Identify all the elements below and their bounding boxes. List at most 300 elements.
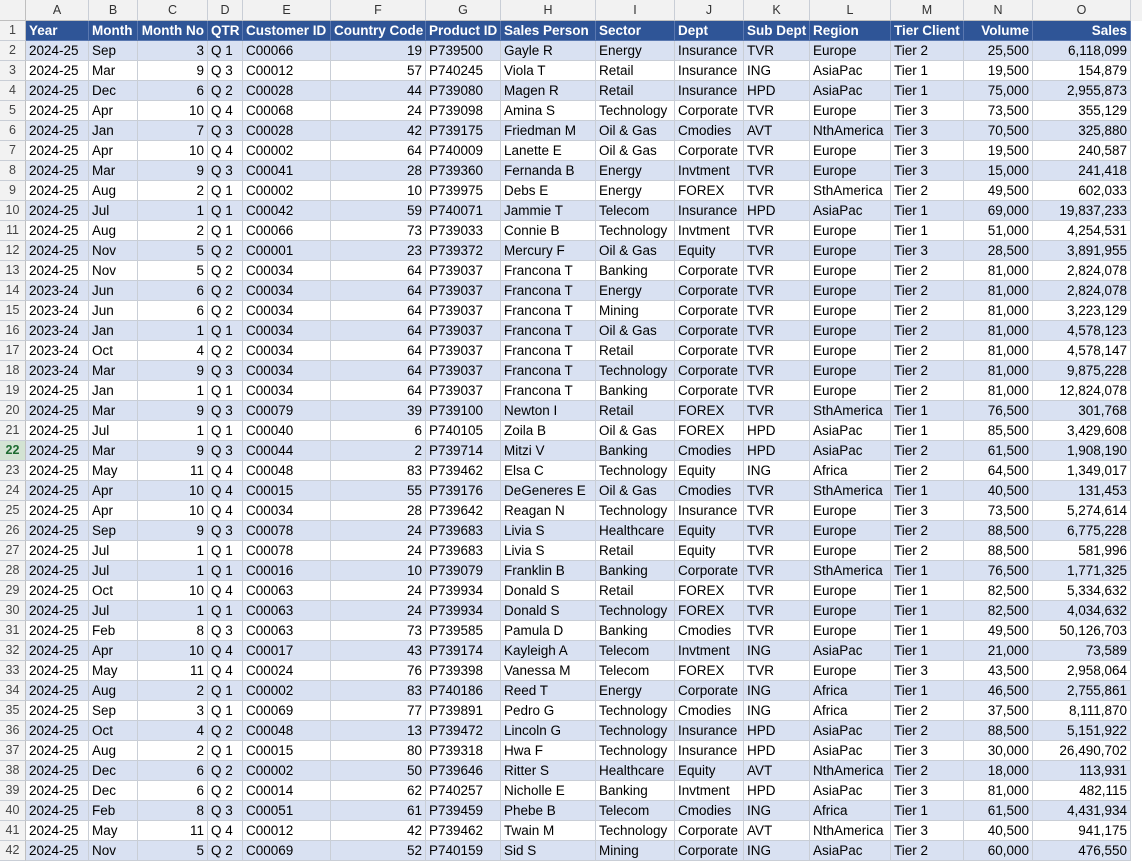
cell-volume[interactable]: 49,500 — [964, 181, 1033, 201]
cell-month-no[interactable]: 5 — [138, 261, 208, 281]
cell-sales[interactable]: 241,418 — [1033, 161, 1131, 181]
cell-sales[interactable]: 26,490,702 — [1033, 741, 1131, 761]
cell-product-id[interactable]: P739462 — [426, 821, 501, 841]
cell-qtr[interactable]: Q 1 — [208, 181, 243, 201]
cell-year[interactable]: 2024-25 — [26, 421, 89, 441]
cell-tier-client[interactable]: Tier 3 — [891, 241, 964, 261]
cell-volume[interactable]: 82,500 — [964, 601, 1033, 621]
cell-sales-person[interactable]: Fernanda B — [501, 161, 596, 181]
row-number[interactable]: 39 — [0, 781, 26, 801]
cell-year[interactable]: 2024-25 — [26, 441, 89, 461]
cell-customer-id[interactable]: C00034 — [243, 501, 331, 521]
cell-volume[interactable]: 64,500 — [964, 461, 1033, 481]
cell-sector[interactable]: Banking — [596, 561, 675, 581]
cell-month[interactable]: Aug — [89, 221, 138, 241]
cell-volume[interactable]: 69,000 — [964, 201, 1033, 221]
cell-product-id[interactable]: P739100 — [426, 401, 501, 421]
cell-customer-id[interactable]: C00028 — [243, 121, 331, 141]
cell-sub-dept[interactable]: TVR — [744, 581, 810, 601]
cell-sub-dept[interactable]: TVR — [744, 561, 810, 581]
cell-tier-client[interactable]: Tier 3 — [891, 821, 964, 841]
cell-country-code[interactable]: 6 — [331, 421, 426, 441]
cell-sales[interactable]: 355,129 — [1033, 101, 1131, 121]
cell-tier-client[interactable]: Tier 2 — [891, 761, 964, 781]
cell-qtr[interactable]: Q 1 — [208, 221, 243, 241]
cell-dept[interactable]: Cmodies — [675, 481, 744, 501]
cell-sales[interactable]: 8,111,870 — [1033, 701, 1131, 721]
cell-sales-person[interactable]: Jammie T — [501, 201, 596, 221]
cell-product-id[interactable]: P739037 — [426, 281, 501, 301]
cell-customer-id[interactable]: C00069 — [243, 701, 331, 721]
cell-sub-dept[interactable]: TVR — [744, 481, 810, 501]
cell-dept[interactable]: Equity — [675, 761, 744, 781]
row-number[interactable]: 22 — [0, 441, 26, 461]
cell-sales[interactable]: 154,879 — [1033, 61, 1131, 81]
row-number[interactable]: 11 — [0, 221, 26, 241]
cell-country-code[interactable]: 76 — [331, 661, 426, 681]
cell-tier-client[interactable]: Tier 2 — [891, 281, 964, 301]
cell-tier-client[interactable]: Tier 3 — [891, 101, 964, 121]
cell-country-code[interactable]: 24 — [331, 101, 426, 121]
cell-tier-client[interactable]: Tier 1 — [891, 681, 964, 701]
cell-sector[interactable]: Energy — [596, 161, 675, 181]
cell-month[interactable]: Jan — [89, 381, 138, 401]
cell-customer-id[interactable]: C00034 — [243, 301, 331, 321]
cell-year[interactable]: 2024-25 — [26, 261, 89, 281]
cell-country-code[interactable]: 28 — [331, 161, 426, 181]
column-header-l[interactable]: L — [810, 0, 891, 21]
cell-customer-id[interactable]: C00066 — [243, 221, 331, 241]
cell-month-no[interactable]: 8 — [138, 621, 208, 641]
cell-region[interactable]: Europe — [810, 381, 891, 401]
row-number[interactable]: 2 — [0, 41, 26, 61]
cell-country-code[interactable]: 64 — [331, 281, 426, 301]
cell-region[interactable]: AsiaPac — [810, 421, 891, 441]
row-number[interactable]: 27 — [0, 541, 26, 561]
cell-sales[interactable]: 482,115 — [1033, 781, 1131, 801]
cell-qtr[interactable]: Q 2 — [208, 341, 243, 361]
cell-sales[interactable]: 2,955,873 — [1033, 81, 1131, 101]
cell-month-no[interactable]: 10 — [138, 641, 208, 661]
cell-dept[interactable]: Corporate — [675, 381, 744, 401]
cell-product-id[interactable]: P739459 — [426, 801, 501, 821]
column-header-j[interactable]: J — [675, 0, 744, 21]
cell-sales[interactable]: 602,033 — [1033, 181, 1131, 201]
cell-year[interactable]: 2024-25 — [26, 241, 89, 261]
cell-tier-client[interactable]: Tier 2 — [891, 361, 964, 381]
cell-sales[interactable]: 3,223,129 — [1033, 301, 1131, 321]
cell-customer-id[interactable]: C00034 — [243, 361, 331, 381]
cell-month-no[interactable]: 2 — [138, 181, 208, 201]
cell-customer-id[interactable]: C00015 — [243, 481, 331, 501]
cell-month-no[interactable]: 6 — [138, 81, 208, 101]
cell-sub-dept[interactable]: TVR — [744, 361, 810, 381]
cell-country-code[interactable]: 10 — [331, 181, 426, 201]
cell-volume[interactable]: 60,000 — [964, 841, 1033, 861]
cell-year[interactable]: 2024-25 — [26, 841, 89, 861]
cell-sales-person[interactable]: Sid S — [501, 841, 596, 861]
cell-month[interactable]: Feb — [89, 801, 138, 821]
cell-customer-id[interactable]: C00068 — [243, 101, 331, 121]
cell-sales[interactable]: 240,587 — [1033, 141, 1131, 161]
row-number[interactable]: 12 — [0, 241, 26, 261]
cell-volume[interactable]: 43,500 — [964, 661, 1033, 681]
cell-sub-dept[interactable]: TVR — [744, 341, 810, 361]
cell-sales-person[interactable]: Zoila B — [501, 421, 596, 441]
cell-month-no[interactable]: 2 — [138, 221, 208, 241]
cell-product-id[interactable]: P740186 — [426, 681, 501, 701]
cell-month-no[interactable]: 5 — [138, 841, 208, 861]
cell-sales[interactable]: 1,771,325 — [1033, 561, 1131, 581]
row-number[interactable]: 28 — [0, 561, 26, 581]
row-number[interactable]: 32 — [0, 641, 26, 661]
cell-qtr[interactable]: Q 1 — [208, 381, 243, 401]
cell-region[interactable]: Europe — [810, 661, 891, 681]
cell-volume[interactable]: 81,000 — [964, 281, 1033, 301]
cell-month-no[interactable]: 11 — [138, 821, 208, 841]
cell-year[interactable]: 2024-25 — [26, 141, 89, 161]
cell-country-code[interactable]: 42 — [331, 121, 426, 141]
cell-product-id[interactable]: P739891 — [426, 701, 501, 721]
cell-tier-client[interactable]: Tier 2 — [891, 521, 964, 541]
cell-year[interactable]: 2024-25 — [26, 741, 89, 761]
cell-qtr[interactable]: Q 2 — [208, 241, 243, 261]
cell-country-code[interactable]: 64 — [331, 361, 426, 381]
cell-tier-client[interactable]: Tier 1 — [891, 581, 964, 601]
cell-month[interactable]: Jul — [89, 541, 138, 561]
cell-month-no[interactable]: 8 — [138, 801, 208, 821]
cell-year[interactable]: 2024-25 — [26, 521, 89, 541]
header-cell-dept[interactable]: Dept — [675, 21, 744, 41]
cell-month-no[interactable]: 1 — [138, 601, 208, 621]
cell-country-code[interactable]: 64 — [331, 261, 426, 281]
cell-sales[interactable]: 6,118,099 — [1033, 41, 1131, 61]
cell-customer-id[interactable]: C00063 — [243, 601, 331, 621]
cell-volume[interactable]: 75,000 — [964, 81, 1033, 101]
cell-qtr[interactable]: Q 3 — [208, 121, 243, 141]
cell-sales-person[interactable]: Viola T — [501, 61, 596, 81]
cell-sector[interactable]: Mining — [596, 841, 675, 861]
cell-dept[interactable]: FOREX — [675, 581, 744, 601]
cell-dept[interactable]: Invtment — [675, 161, 744, 181]
cell-region[interactable]: Europe — [810, 301, 891, 321]
select-all-corner[interactable] — [0, 0, 26, 21]
cell-qtr[interactable]: Q 3 — [208, 161, 243, 181]
cell-dept[interactable]: Insurance — [675, 41, 744, 61]
cell-region[interactable]: Europe — [810, 221, 891, 241]
cell-customer-id[interactable]: C00042 — [243, 201, 331, 221]
cell-dept[interactable]: FOREX — [675, 601, 744, 621]
row-number[interactable]: 15 — [0, 301, 26, 321]
cell-dept[interactable]: FOREX — [675, 401, 744, 421]
cell-region[interactable]: Europe — [810, 521, 891, 541]
column-header-k[interactable]: K — [744, 0, 810, 21]
cell-tier-client[interactable]: Tier 3 — [891, 121, 964, 141]
cell-sales-person[interactable]: Reagan N — [501, 501, 596, 521]
cell-dept[interactable]: Cmodies — [675, 621, 744, 641]
cell-month[interactable]: Sep — [89, 521, 138, 541]
cell-sales-person[interactable]: Donald S — [501, 581, 596, 601]
cell-customer-id[interactable]: C00015 — [243, 741, 331, 761]
cell-sector[interactable]: Telecom — [596, 201, 675, 221]
cell-sector[interactable]: Technology — [596, 721, 675, 741]
cell-qtr[interactable]: Q 4 — [208, 481, 243, 501]
row-number[interactable]: 26 — [0, 521, 26, 541]
header-cell-sub-dept[interactable]: Sub Dept — [744, 21, 810, 41]
cell-tier-client[interactable]: Tier 1 — [891, 621, 964, 641]
cell-sales[interactable]: 9,875,228 — [1033, 361, 1131, 381]
row-number[interactable]: 18 — [0, 361, 26, 381]
column-header-e[interactable]: E — [243, 0, 331, 21]
cell-sales[interactable]: 12,824,078 — [1033, 381, 1131, 401]
cell-volume[interactable]: 81,000 — [964, 301, 1033, 321]
cell-year[interactable]: 2024-25 — [26, 781, 89, 801]
cell-sub-dept[interactable]: TVR — [744, 321, 810, 341]
cell-month[interactable]: Aug — [89, 741, 138, 761]
cell-month[interactable]: Apr — [89, 501, 138, 521]
cell-year[interactable]: 2024-25 — [26, 501, 89, 521]
cell-qtr[interactable]: Q 1 — [208, 201, 243, 221]
row-number[interactable]: 36 — [0, 721, 26, 741]
cell-qtr[interactable]: Q 1 — [208, 681, 243, 701]
cell-month[interactable]: Sep — [89, 41, 138, 61]
cell-country-code[interactable]: 52 — [331, 841, 426, 861]
cell-product-id[interactable]: P739646 — [426, 761, 501, 781]
cell-year[interactable]: 2024-25 — [26, 561, 89, 581]
cell-customer-id[interactable]: C00063 — [243, 621, 331, 641]
cell-month-no[interactable]: 10 — [138, 501, 208, 521]
cell-product-id[interactable]: P740071 — [426, 201, 501, 221]
cell-country-code[interactable]: 23 — [331, 241, 426, 261]
row-number[interactable]: 9 — [0, 181, 26, 201]
cell-sales[interactable]: 50,126,703 — [1033, 621, 1131, 641]
cell-country-code[interactable]: 83 — [331, 681, 426, 701]
cell-country-code[interactable]: 62 — [331, 781, 426, 801]
cell-tier-client[interactable]: Tier 1 — [891, 81, 964, 101]
cell-volume[interactable]: 40,500 — [964, 821, 1033, 841]
cell-country-code[interactable]: 13 — [331, 721, 426, 741]
cell-year[interactable]: 2024-25 — [26, 661, 89, 681]
cell-dept[interactable]: Equity — [675, 521, 744, 541]
cell-country-code[interactable]: 77 — [331, 701, 426, 721]
cell-sector[interactable]: Retail — [596, 581, 675, 601]
cell-month-no[interactable]: 1 — [138, 201, 208, 221]
cell-customer-id[interactable]: C00078 — [243, 521, 331, 541]
cell-product-id[interactable]: P739714 — [426, 441, 501, 461]
cell-sector[interactable]: Technology — [596, 461, 675, 481]
cell-dept[interactable]: Corporate — [675, 301, 744, 321]
cell-tier-client[interactable]: Tier 2 — [891, 721, 964, 741]
column-header-n[interactable]: N — [964, 0, 1033, 21]
cell-dept[interactable]: FOREX — [675, 661, 744, 681]
cell-region[interactable]: NthAmerica — [810, 821, 891, 841]
cell-month-no[interactable]: 9 — [138, 161, 208, 181]
cell-dept[interactable]: Corporate — [675, 361, 744, 381]
cell-country-code[interactable]: 55 — [331, 481, 426, 501]
cell-sales[interactable]: 6,775,228 — [1033, 521, 1131, 541]
cell-year[interactable]: 2024-25 — [26, 101, 89, 121]
cell-sales-person[interactable]: Mitzi V — [501, 441, 596, 461]
cell-month[interactable]: Oct — [89, 341, 138, 361]
cell-year[interactable]: 2024-25 — [26, 401, 89, 421]
cell-customer-id[interactable]: C00048 — [243, 461, 331, 481]
header-cell-sales[interactable]: Sales — [1033, 21, 1131, 41]
cell-month[interactable]: May — [89, 461, 138, 481]
cell-month-no[interactable]: 2 — [138, 681, 208, 701]
row-number[interactable]: 17 — [0, 341, 26, 361]
cell-sector[interactable]: Mining — [596, 301, 675, 321]
cell-volume[interactable]: 18,000 — [964, 761, 1033, 781]
cell-year[interactable]: 2024-25 — [26, 61, 89, 81]
cell-dept[interactable]: Insurance — [675, 741, 744, 761]
cell-sector[interactable]: Technology — [596, 101, 675, 121]
column-header-g[interactable]: G — [426, 0, 501, 21]
cell-sector[interactable]: Banking — [596, 261, 675, 281]
cell-country-code[interactable]: 24 — [331, 581, 426, 601]
cell-product-id[interactable]: P739975 — [426, 181, 501, 201]
cell-sales-person[interactable]: Pamula D — [501, 621, 596, 641]
cell-tier-client[interactable]: Tier 2 — [891, 461, 964, 481]
cell-qtr[interactable]: Q 3 — [208, 441, 243, 461]
cell-product-id[interactable]: P739360 — [426, 161, 501, 181]
cell-volume[interactable]: 88,500 — [964, 721, 1033, 741]
cell-sales-person[interactable]: Friedman M — [501, 121, 596, 141]
cell-country-code[interactable]: 59 — [331, 201, 426, 221]
row-number[interactable]: 20 — [0, 401, 26, 421]
cell-dept[interactable]: Corporate — [675, 321, 744, 341]
cell-month-no[interactable]: 4 — [138, 721, 208, 741]
cell-month[interactable]: Apr — [89, 141, 138, 161]
cell-sales[interactable]: 4,431,934 — [1033, 801, 1131, 821]
cell-sector[interactable]: Oil & Gas — [596, 421, 675, 441]
cell-customer-id[interactable]: C00012 — [243, 61, 331, 81]
cell-tier-client[interactable]: Tier 2 — [891, 841, 964, 861]
cell-qtr[interactable]: Q 2 — [208, 781, 243, 801]
cell-tier-client[interactable]: Tier 2 — [891, 261, 964, 281]
cell-sales[interactable]: 2,824,078 — [1033, 261, 1131, 281]
cell-customer-id[interactable]: C00001 — [243, 241, 331, 261]
cell-year[interactable]: 2023-24 — [26, 341, 89, 361]
cell-customer-id[interactable]: C00079 — [243, 401, 331, 421]
row-number[interactable]: 10 — [0, 201, 26, 221]
cell-month[interactable]: Aug — [89, 181, 138, 201]
column-header-b[interactable]: B — [89, 0, 138, 21]
cell-volume[interactable]: 76,500 — [964, 401, 1033, 421]
cell-month[interactable]: Jun — [89, 281, 138, 301]
cell-sector[interactable]: Telecom — [596, 641, 675, 661]
cell-tier-client[interactable]: Tier 2 — [891, 301, 964, 321]
cell-country-code[interactable]: 44 — [331, 81, 426, 101]
cell-volume[interactable]: 81,000 — [964, 381, 1033, 401]
cell-month-no[interactable]: 6 — [138, 301, 208, 321]
header-cell-month-no[interactable]: Month No — [138, 21, 208, 41]
cell-country-code[interactable]: 19 — [331, 41, 426, 61]
cell-customer-id[interactable]: C00041 — [243, 161, 331, 181]
cell-region[interactable]: AsiaPac — [810, 741, 891, 761]
header-cell-region[interactable]: Region — [810, 21, 891, 41]
cell-month-no[interactable]: 1 — [138, 381, 208, 401]
row-number[interactable]: 3 — [0, 61, 26, 81]
cell-sales-person[interactable]: DeGeneres E — [501, 481, 596, 501]
cell-region[interactable]: NthAmerica — [810, 761, 891, 781]
cell-sales-person[interactable]: Phebe B — [501, 801, 596, 821]
cell-sub-dept[interactable]: TVR — [744, 41, 810, 61]
cell-region[interactable]: Africa — [810, 801, 891, 821]
cell-sales-person[interactable]: Ritter S — [501, 761, 596, 781]
cell-sales[interactable]: 581,996 — [1033, 541, 1131, 561]
cell-month[interactable]: Oct — [89, 721, 138, 741]
row-number[interactable]: 23 — [0, 461, 26, 481]
row-number[interactable]: 14 — [0, 281, 26, 301]
cell-country-code[interactable]: 64 — [331, 341, 426, 361]
cell-sales[interactable]: 2,958,064 — [1033, 661, 1131, 681]
cell-country-code[interactable]: 28 — [331, 501, 426, 521]
cell-qtr[interactable]: Q 1 — [208, 41, 243, 61]
cell-qtr[interactable]: Q 1 — [208, 701, 243, 721]
cell-qtr[interactable]: Q 3 — [208, 801, 243, 821]
cell-country-code[interactable]: 83 — [331, 461, 426, 481]
cell-volume[interactable]: 25,500 — [964, 41, 1033, 61]
cell-customer-id[interactable]: C00040 — [243, 421, 331, 441]
row-number[interactable]: 34 — [0, 681, 26, 701]
cell-sales-person[interactable]: Lincoln G — [501, 721, 596, 741]
cell-sub-dept[interactable]: HPD — [744, 441, 810, 461]
cell-dept[interactable]: Equity — [675, 541, 744, 561]
cell-qtr[interactable]: Q 4 — [208, 641, 243, 661]
cell-product-id[interactable]: P739037 — [426, 321, 501, 341]
cell-month[interactable]: Dec — [89, 81, 138, 101]
cell-sub-dept[interactable]: ING — [744, 461, 810, 481]
cell-year[interactable]: 2024-25 — [26, 201, 89, 221]
cell-sector[interactable]: Healthcare — [596, 761, 675, 781]
cell-dept[interactable]: Corporate — [675, 821, 744, 841]
header-cell-sales-person[interactable]: Sales Person — [501, 21, 596, 41]
cell-volume[interactable]: 81,000 — [964, 361, 1033, 381]
cell-sales-person[interactable]: Pedro G — [501, 701, 596, 721]
cell-month-no[interactable]: 9 — [138, 441, 208, 461]
cell-month[interactable]: Apr — [89, 641, 138, 661]
cell-product-id[interactable]: P739934 — [426, 581, 501, 601]
cell-month-no[interactable]: 6 — [138, 761, 208, 781]
cell-month[interactable]: Feb — [89, 621, 138, 641]
cell-month[interactable]: Jul — [89, 561, 138, 581]
cell-tier-client[interactable]: Tier 3 — [891, 161, 964, 181]
cell-sub-dept[interactable]: TVR — [744, 661, 810, 681]
cell-country-code[interactable]: 64 — [331, 141, 426, 161]
cell-sales[interactable]: 1,349,017 — [1033, 461, 1131, 481]
cell-product-id[interactable]: P739372 — [426, 241, 501, 261]
cell-dept[interactable]: Insurance — [675, 721, 744, 741]
cell-year[interactable]: 2024-25 — [26, 41, 89, 61]
cell-dept[interactable]: Insurance — [675, 201, 744, 221]
cell-tier-client[interactable]: Tier 1 — [891, 481, 964, 501]
cell-sub-dept[interactable]: HPD — [744, 721, 810, 741]
cell-country-code[interactable]: 42 — [331, 821, 426, 841]
cell-sub-dept[interactable]: TVR — [744, 381, 810, 401]
cell-sub-dept[interactable]: ING — [744, 801, 810, 821]
row-number[interactable]: 16 — [0, 321, 26, 341]
cell-product-id[interactable]: P739037 — [426, 361, 501, 381]
column-header-i[interactable]: I — [596, 0, 675, 21]
cell-qtr[interactable]: Q 1 — [208, 541, 243, 561]
cell-month[interactable]: Nov — [89, 841, 138, 861]
cell-volume[interactable]: 15,000 — [964, 161, 1033, 181]
cell-customer-id[interactable]: C00002 — [243, 181, 331, 201]
cell-country-code[interactable]: 64 — [331, 381, 426, 401]
cell-qtr[interactable]: Q 3 — [208, 401, 243, 421]
cell-sector[interactable]: Telecom — [596, 801, 675, 821]
cell-month-no[interactable]: 3 — [138, 41, 208, 61]
